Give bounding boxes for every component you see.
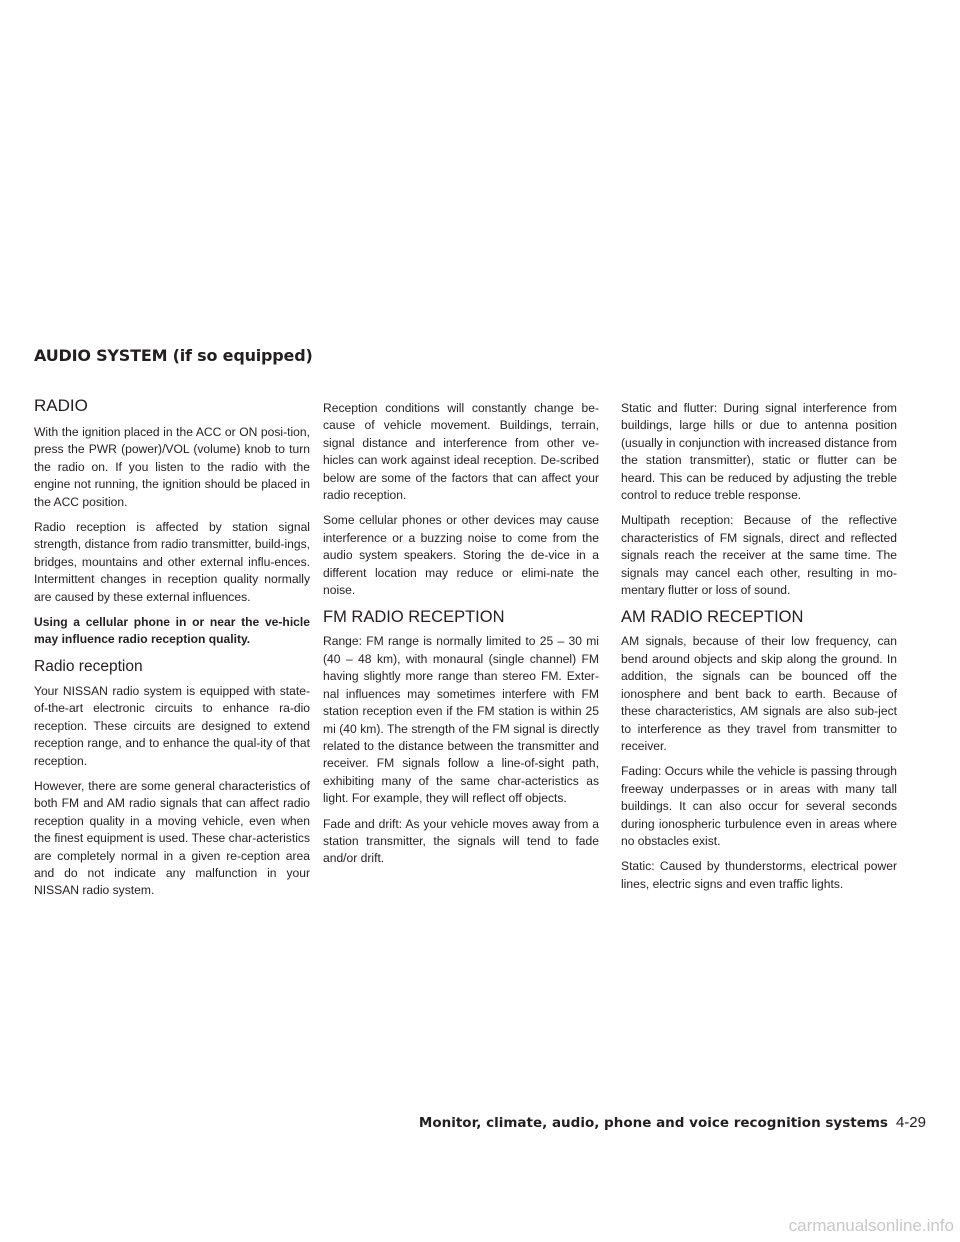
- paragraph: Fading: Occurs while the vehicle is passing through freeway underpasses or in areas with many tall buildings. It can also occur for several seconds during ionospheric turbulence even in areas where no obstacles exist.: [621, 764, 897, 848]
- fm-radio-reception-heading: FM RADIO RECEPTION: [323, 608, 505, 627]
- paragraph: Range: FM range is normally limited to 25 – 30 mi (40 – 48 km), with monaural (single channel) FM having slightly more range than stereo FM. Exter-nal influences may sometimes interfere with FM station reception even if the FM station is within 25 mi (40 km). The strength of the FM signal is directly related to the distance between the transmitter and receiver. FM signals follow a line-of-sight path, exhibiting many of the same char-acteristics as light. For example, they will reflect off objects.: [323, 634, 599, 806]
- paragraph: Static: Caused by thunderstorms, electrical power lines, electric signs and even traffic lights.: [621, 859, 897, 891]
- paragraph: Your NISSAN radio system is equipped with state-of-the-art electronic circuits to enhance ra-dio reception. These circuits are designed to extend reception range, and to enhance the qual-ity of that reception.: [34, 683, 310, 768]
- paragraph: Some cellular phones or other devices may cause interference or a buzzing noise to come from the audio system speakers. Storing the de-vice in a different location may reduce or elimi-nate the noise.: [323, 513, 599, 598]
- paragraph: Static and flutter: During signal interference from buildings, large hills or due to antenna position (usually in conjunction with increased distance from the station transmitter), static or flutter can be heard. This can be reduced by adjusting the treble control to reduce treble response.: [621, 401, 897, 503]
- cellular-warning: Using a cellular phone in or near the ve-hicle may influence radio reception quality.: [34, 615, 310, 647]
- radio-reception-subheading: Radio reception: [34, 657, 143, 675]
- radio-heading: RADIO: [34, 396, 88, 415]
- watermark: carmanualsonline.info: [788, 1216, 954, 1235]
- paragraph: Multipath reception: Because of the reflective characteristics of FM signals, direct and reflected signals reach the receiver at the same time. The signals may cancel each other, resulting in mo-mentary flutter or loss of sound.: [621, 513, 897, 598]
- paragraph: Fade and drift: As your vehicle moves away from a station transmitter, the signals will tend to fade and/or drift.: [323, 816, 599, 866]
- column-right: [621, 400, 897, 901]
- paragraph: With the ignition placed in the ACC or ON posi-tion, press the PWR (power)/VOL (volume) knob to turn the radio on. If you listen to the radio with the engine not running, the ignition should be placed in the ACC position.: [34, 425, 310, 509]
- column-left: [34, 396, 310, 908]
- paragraph: Reception conditions will constantly change be-cause of vehicle movement. Buildings, terrain, signal distance and interference from other ve-hicles can work against ideal reception. De-scribed below are some of the factors that can affect your radio reception.: [323, 401, 599, 503]
- page-number: 4-29: [895, 1114, 926, 1131]
- page-footer: [419, 1114, 926, 1131]
- am-radio-reception-heading: AM RADIO RECEPTION: [621, 608, 804, 627]
- chapter-title: Monitor, climate, audio, phone and voice recognition systems: [418, 1115, 888, 1131]
- paragraph: Radio reception is affected by station signal strength, distance from radio transmitter, build-ings, bridges, mountains and other external influ-ences. Intermittent changes in reception quality normally are caused by these external influences.: [34, 520, 310, 604]
- section-heading: AUDIO SYSTEM (if so equipped): [34, 346, 313, 365]
- paragraph: AM signals, because of their low frequency, can bend around objects and skip along the ground. In addition, the signals can be bounced off the ionosphere and bent back to earth. Because of these characteristics, AM signals are also sub-ject to interference as they travel from transmitter to receiver.: [621, 634, 897, 753]
- column-middle: [323, 400, 599, 876]
- paragraph: However, there are some general characteristics of both FM and AM radio signals that can affect radio reception quality in a moving vehicle, even when the finest equipment is used. These char-acteristics are completely normal in a given re-ception area and do not indicate any malfunction in your NISSAN radio system.: [34, 778, 310, 898]
